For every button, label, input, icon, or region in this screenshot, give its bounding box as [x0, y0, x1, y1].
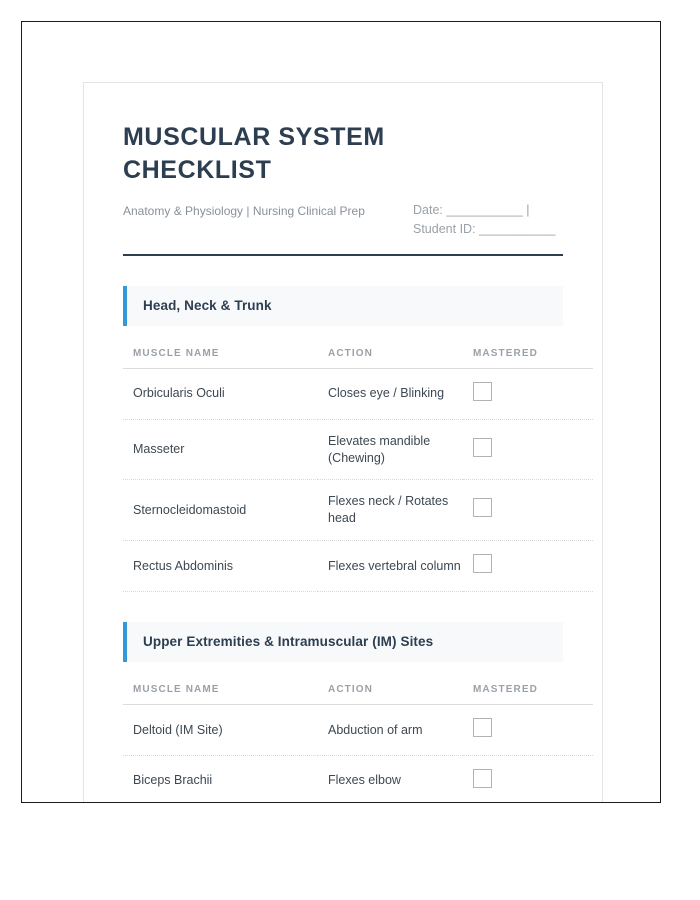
column-header-muscle-name: MUSCLE NAME	[123, 342, 318, 369]
cell-muscle-name: Deltoid (IM Site)	[123, 705, 318, 756]
table-row	[123, 480, 593, 541]
cell-action: Abduction of arm	[318, 705, 463, 756]
table-row	[123, 755, 593, 803]
table-header-row	[123, 342, 593, 369]
date-student-id-field[interactable]: Date: ___________ | Student ID: ___________	[413, 203, 556, 237]
table-row	[123, 541, 593, 592]
cell-action: Closes eye / Blinking	[318, 368, 463, 419]
document-subtitle: Anatomy & Physiology | Nursing Clinical Prep	[123, 204, 365, 218]
column-header-action: ACTION	[318, 342, 463, 369]
cell-mastered	[463, 419, 593, 480]
cell-muscle-name: Rectus Abdominis	[123, 541, 318, 592]
sections-container	[123, 286, 563, 803]
mastered-checkbox[interactable]	[473, 382, 492, 401]
header-subline	[123, 203, 563, 240]
table-row	[123, 705, 593, 756]
column-header-action: ACTION	[318, 678, 463, 705]
mastered-checkbox[interactable]	[473, 718, 492, 737]
cell-muscle-name: Sternocleidomastoid	[123, 480, 318, 541]
cell-action: Flexes vertebral column	[318, 541, 463, 592]
cell-mastered	[463, 480, 593, 541]
table-header-row	[123, 678, 593, 705]
column-header-muscle-name: MUSCLE NAME	[123, 678, 318, 705]
cell-action: Elevates mandible (Chewing)	[318, 419, 463, 480]
cell-muscle-name: Biceps Brachii	[123, 755, 318, 803]
cell-action: Flexes neck / Rotates head	[318, 480, 463, 541]
column-header-mastered: MASTERED	[463, 678, 593, 705]
table-row	[123, 419, 593, 480]
cell-mastered	[463, 705, 593, 756]
mastered-checkbox[interactable]	[473, 498, 492, 517]
checklist-table	[123, 342, 593, 592]
cell-mastered	[463, 541, 593, 592]
checklist-table	[123, 678, 593, 803]
section-header	[123, 286, 563, 326]
cell-action: Flexes elbow	[318, 755, 463, 803]
checklist-section	[123, 286, 563, 592]
cell-mastered	[463, 755, 593, 803]
section-header	[123, 622, 563, 662]
checklist-section	[123, 622, 563, 803]
page-title: MUSCULAR SYSTEM CHECKLIST	[123, 123, 385, 184]
mastered-checkbox[interactable]	[473, 554, 492, 573]
mastered-checkbox[interactable]	[473, 769, 492, 788]
cell-muscle-name: Orbicularis Oculi	[123, 368, 318, 419]
document-viewport-frame	[21, 21, 661, 803]
document-page	[83, 82, 603, 803]
mastered-checkbox[interactable]	[473, 438, 492, 457]
section-title: Upper Extremities & Intramuscular (IM) Sites	[143, 634, 434, 649]
cell-mastered	[463, 368, 593, 419]
table-row	[123, 368, 593, 419]
section-title: Head, Neck & Trunk	[143, 297, 272, 313]
document-header	[123, 121, 563, 256]
cell-muscle-name: Masseter	[123, 419, 318, 480]
column-header-mastered: MASTERED	[463, 342, 593, 369]
